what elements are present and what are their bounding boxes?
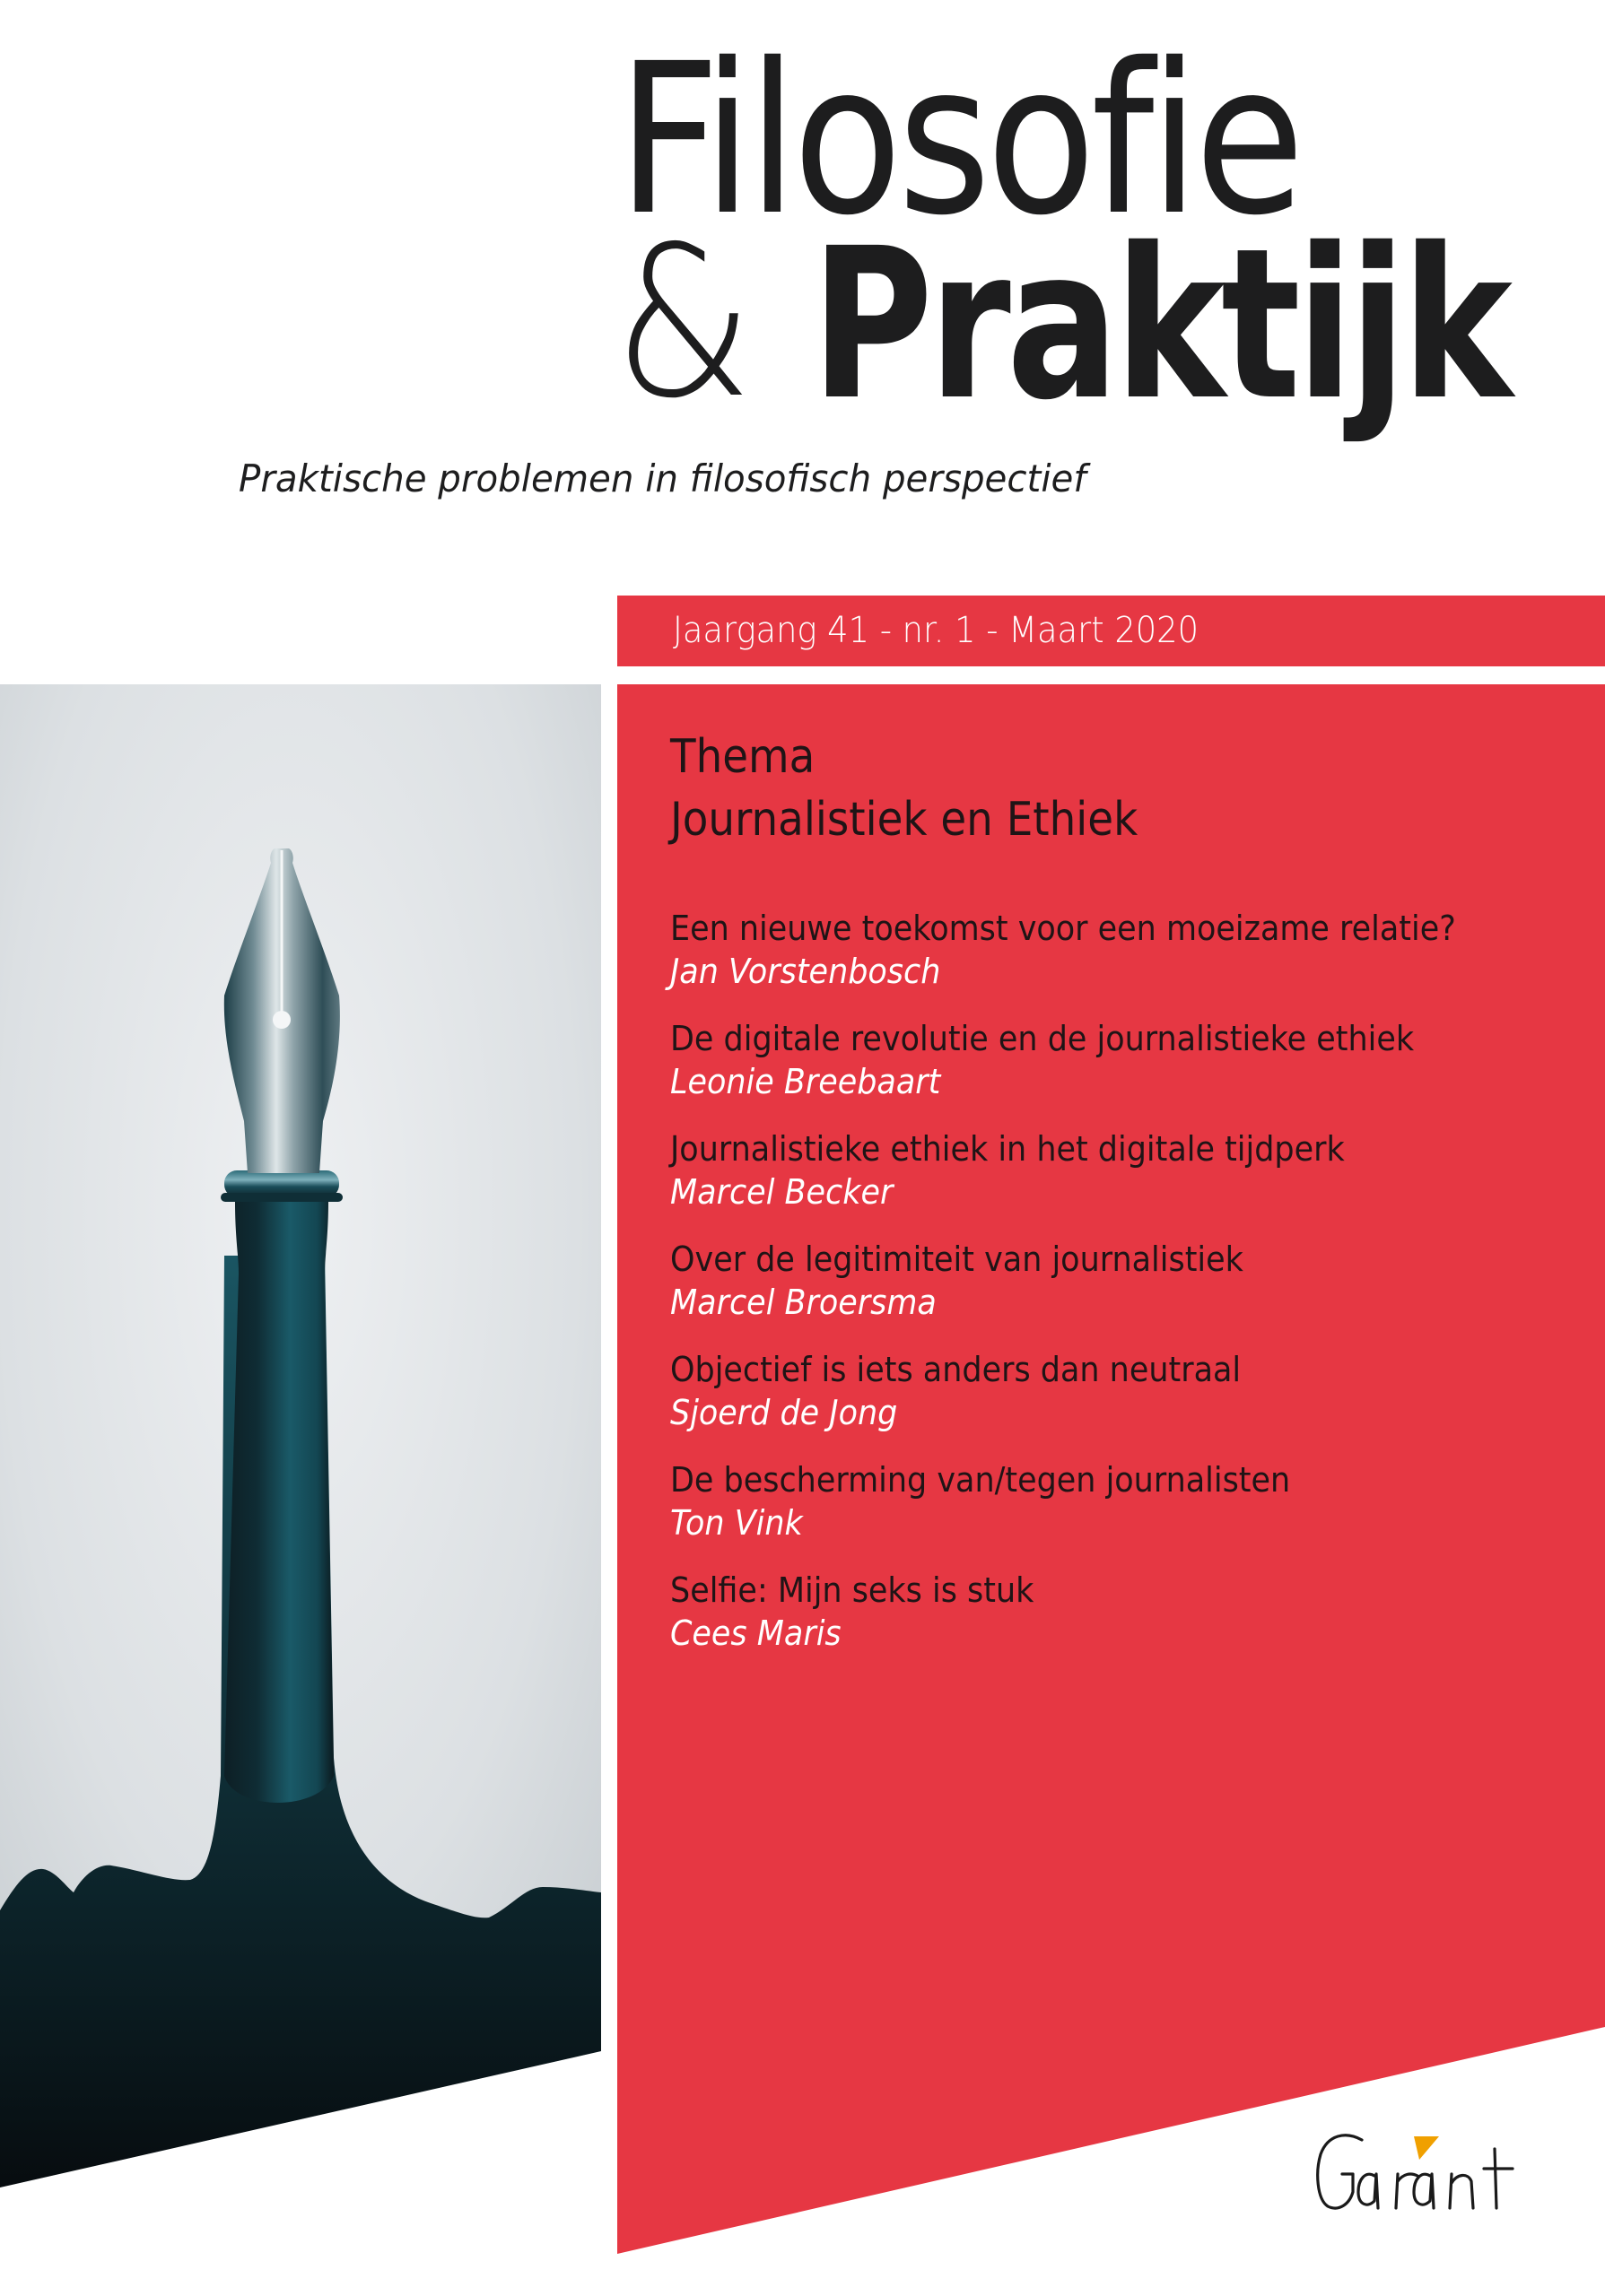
issue-dateline: Jaargang 41 - nr. 1 - Maart 2020 bbox=[673, 610, 1199, 651]
article-author: Marcel Broersma bbox=[670, 1283, 937, 1322]
table-of-contents bbox=[670, 908, 1567, 1680]
garant-logo-icon bbox=[1310, 2127, 1543, 2217]
magazine-title-ampersand: & bbox=[614, 202, 754, 444]
fountain-pen-nib-face-icon bbox=[0, 684, 601, 2191]
toc-entry bbox=[670, 1239, 1567, 1349]
article-author: Leonie Breebaart bbox=[670, 1062, 941, 1101]
toc-entry bbox=[670, 1459, 1567, 1570]
magazine-title-filosofie: Filosofie bbox=[617, 19, 1301, 261]
article-author: Marcel Becker bbox=[670, 1172, 894, 1212]
toc-entry bbox=[670, 1018, 1567, 1128]
toc-entry bbox=[670, 1128, 1567, 1239]
issue-dateline-banner bbox=[617, 596, 1605, 666]
theme-label: Thema bbox=[670, 730, 816, 784]
toc-entry bbox=[670, 1570, 1567, 1680]
article-author: Jan Vorstenbosch bbox=[670, 952, 941, 991]
article-title: Een nieuwe toekomst voor een moeizame relatie? bbox=[670, 909, 1456, 948]
cover-illustration bbox=[0, 684, 601, 2191]
magazine-subtitle: Praktische problemen in filosofisch perspectief bbox=[239, 457, 1086, 500]
article-title: Over de legitimiteit van journalistiek bbox=[670, 1239, 1243, 1279]
article-title: Journalistieke ethiek in het digitale tijdperk bbox=[670, 1129, 1345, 1169]
article-title: De digitale revolutie en de journalistieke ethiek bbox=[670, 1019, 1415, 1058]
article-author: Sjoerd de Jong bbox=[670, 1393, 898, 1432]
toc-entry bbox=[670, 1349, 1567, 1459]
article-author: Cees Maris bbox=[670, 1613, 842, 1653]
article-title: De bescherming van/tegen journalisten bbox=[670, 1460, 1291, 1500]
article-title: Objectief is iets anders dan neutraal bbox=[670, 1350, 1242, 1389]
article-title: Selfie: Mijn seks is stuk bbox=[670, 1570, 1034, 1610]
toc-entry bbox=[670, 908, 1567, 1018]
publisher-logo bbox=[1310, 2127, 1543, 2217]
theme-title: Journalistiek en Ethiek bbox=[670, 793, 1138, 847]
article-author: Ton Vink bbox=[670, 1503, 803, 1543]
magazine-title-praktijk: Praktijk bbox=[811, 204, 1509, 446]
